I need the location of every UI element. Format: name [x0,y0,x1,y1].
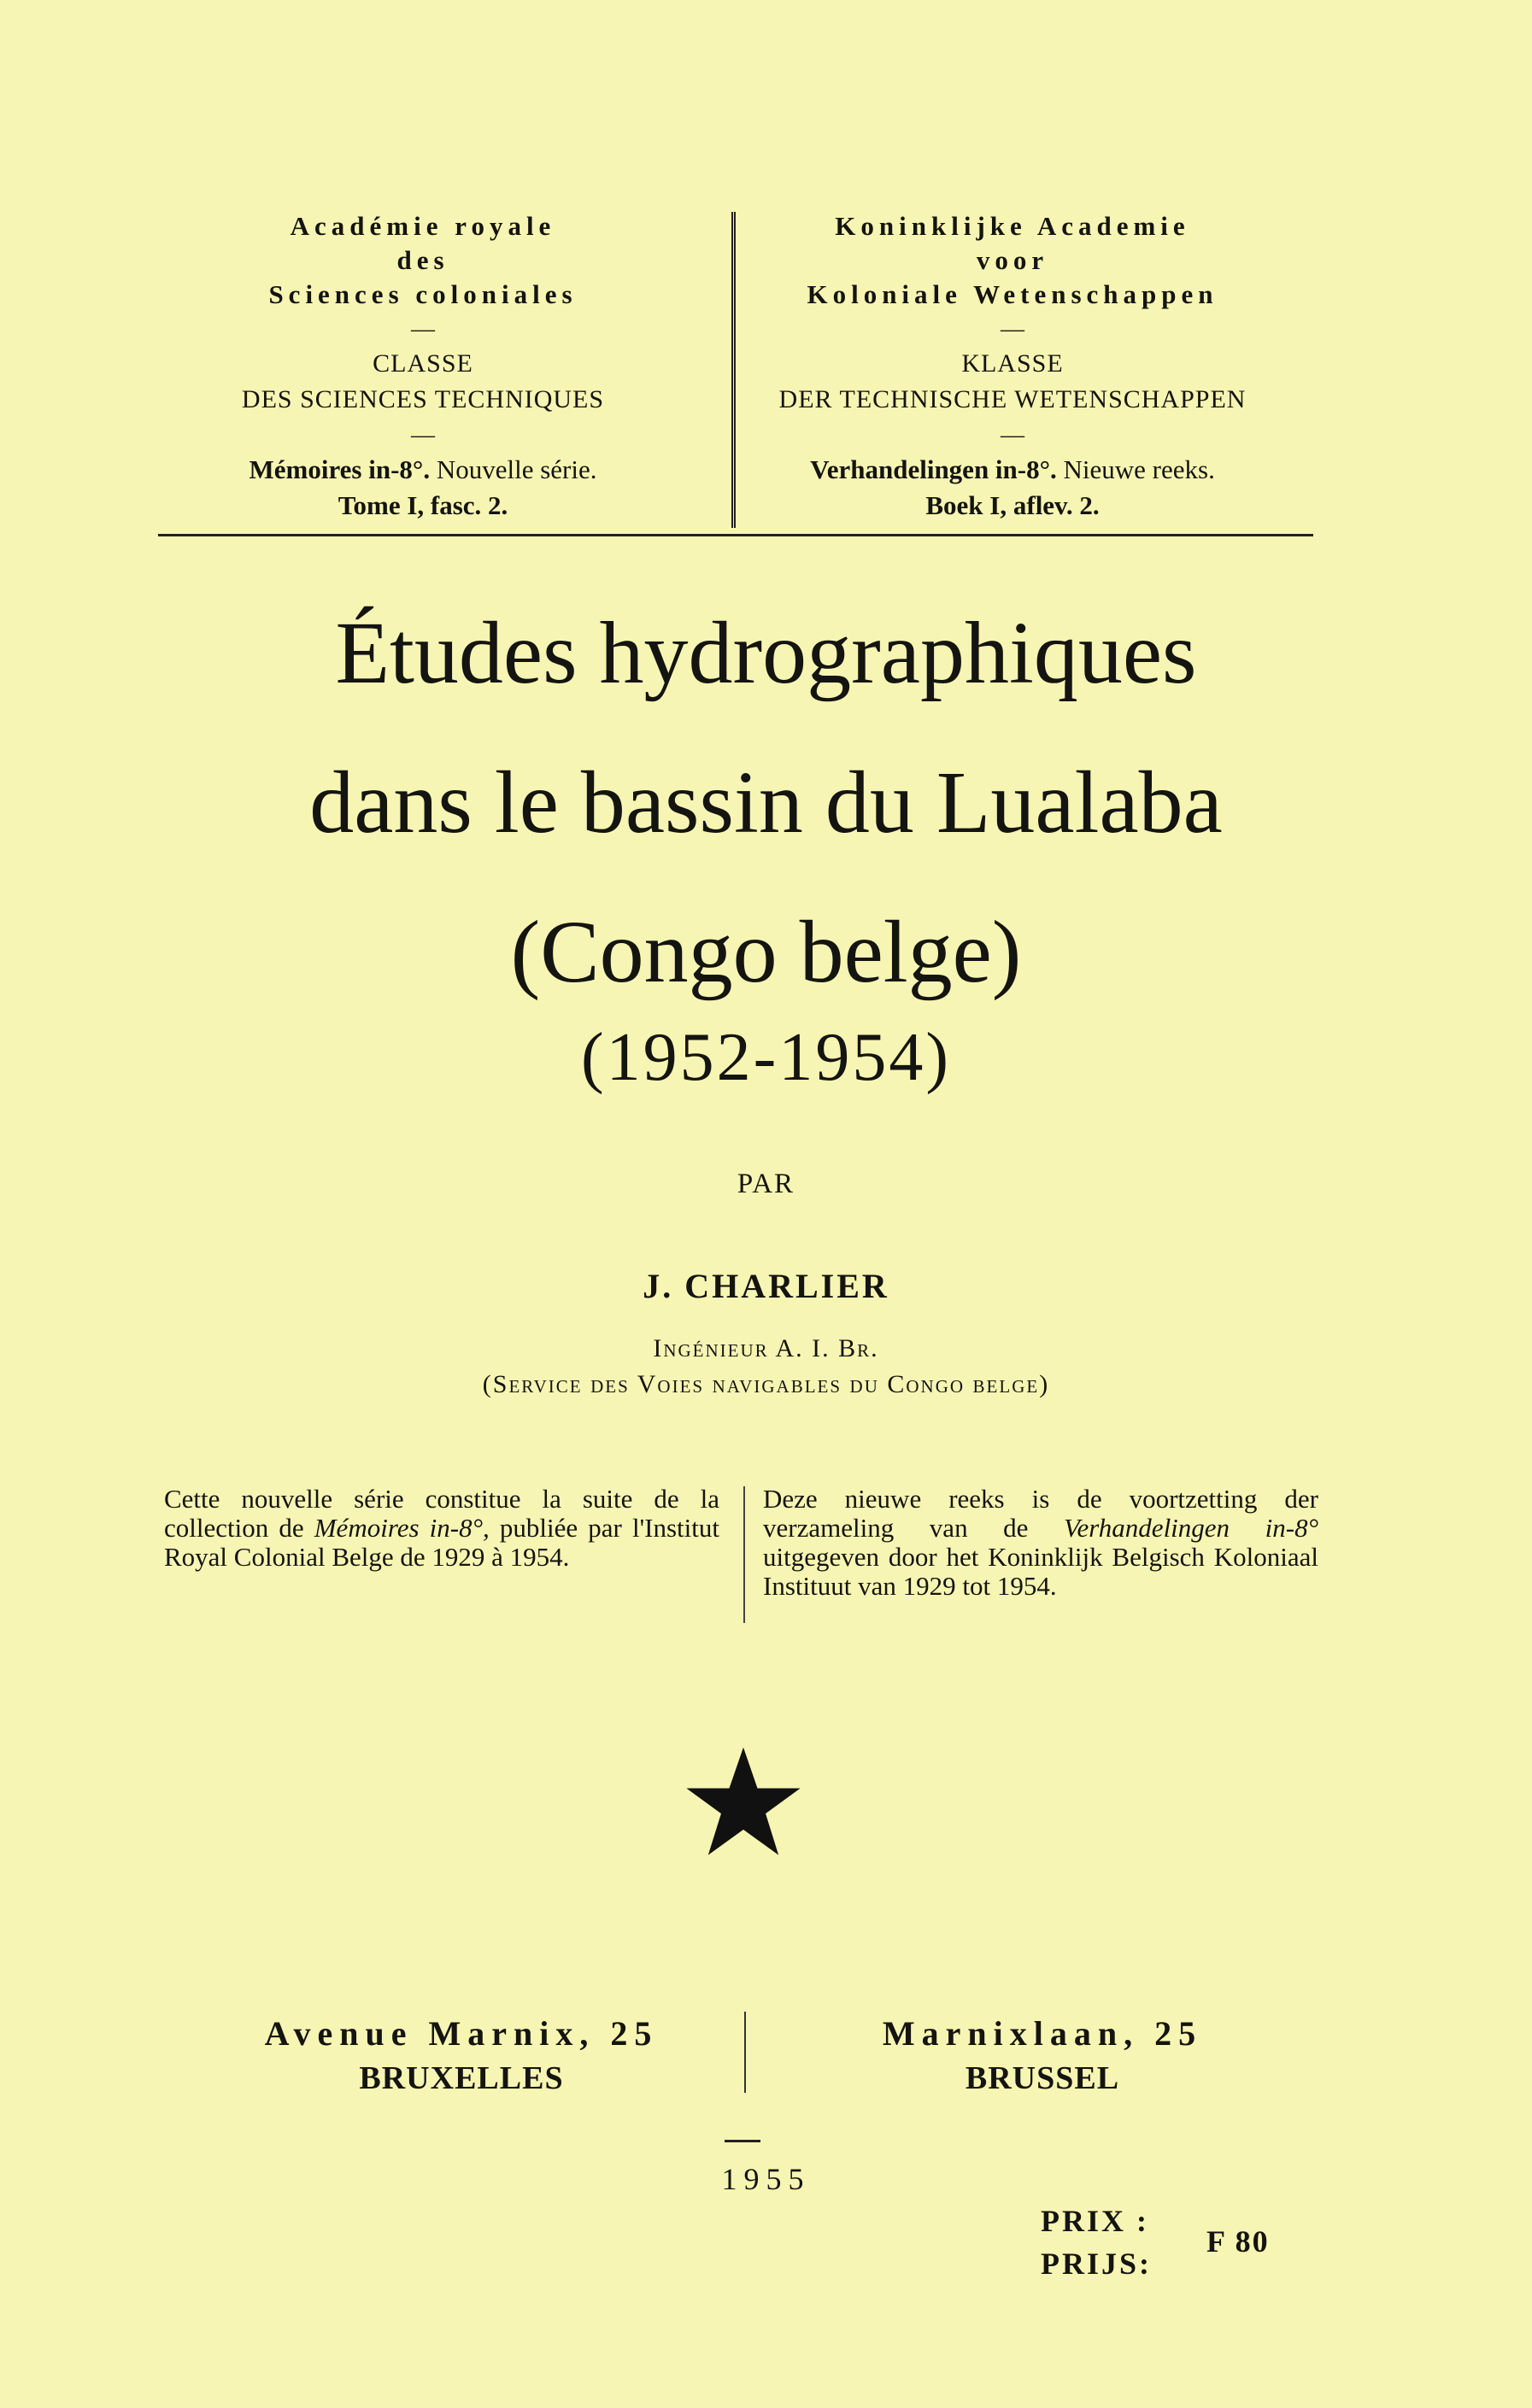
author-title: Ingénieur A. I. Br. [653,1334,879,1362]
header-left [150,209,696,524]
academy-name-line2: voor [976,245,1049,275]
class-line1: KLASSE [961,349,1064,378]
series-bold: Mémoires in-8°. [249,454,431,484]
publication-year: 1955 [721,2162,811,2196]
academy-name-line1: Académie royale [290,211,556,241]
series-rest: Nouvelle série. [430,454,597,484]
note-divider [743,1486,745,1623]
address-divider [744,2012,746,2093]
header-dash: — [411,316,435,343]
price-label-nl: PRIJS: [1041,2247,1153,2281]
header-dash: — [1001,422,1024,448]
class-line2: DER TECHNISCHE WETENSCHAPPEN [778,385,1247,413]
address-city: BRUSSEL [965,2060,1120,2096]
academy-name-line3: Koloniale Wetenschappen [807,279,1218,309]
author-affiliation: (Service des Voies navigables du Congo belge) [482,1370,1050,1398]
series-rest: Nieuwe reeks. [1056,454,1215,484]
note-text: publiée par l'Institut Royal Colonial Belge de 1929 à 1954. [164,1513,719,1572]
class-line2: DES SCIENCES TECHNIQUES [241,385,605,413]
header-dash: — [1001,316,1024,343]
series-line [150,452,696,488]
note-text: Cette nouvelle série constitue la suite de la collection de [164,1484,719,1543]
academy-name-line1: Koninklijke Academie [835,211,1190,241]
address-dutch [778,2012,1307,2100]
title-line1: Études hydrographiques [335,604,1197,702]
header-divider [731,212,736,528]
volume-line: Tome I, fasc. 2. [338,490,508,520]
header-rule [158,534,1313,536]
series-bold: Verhandelingen in-8°. [810,454,1057,484]
author-name: J. CHARLIER [643,1267,889,1305]
header-dash: — [411,422,435,448]
note-text: uitgegeven door het Koninklijk Belgisch Koloniaal Instituut van 1929 tot 1954. [763,1542,1318,1601]
address-street: Marnixlaan, 25 [882,2014,1203,2053]
title-line2: dans le bassin du Lualaba [309,753,1223,852]
note-italic: Mémoires in-8°, [314,1513,490,1543]
address-french [197,2012,726,2100]
title-line3: (Congo belge) [510,903,1022,1001]
note-italic: Verhandelingen in-8° [1064,1513,1318,1543]
class-line1: CLASSE [373,349,473,378]
par-label: PAR [737,1169,795,1199]
header-right [739,209,1286,524]
price-value: F 80 [1206,2224,1270,2259]
address-city: BRUXELLES [359,2060,564,2096]
volume-line: Boek I, aflev. 2. [925,490,1100,520]
academy-name-line3: Sciences coloniales [268,279,578,309]
address-street: Avenue Marnix, 25 [264,2014,659,2053]
note-french [164,1485,719,1572]
price-labels [1041,2200,1152,2285]
price-label-fr: PRIX : [1041,2204,1149,2238]
year-dash [725,2140,760,2142]
academy-name-line2: des [396,245,449,275]
title-dates: (1952-1954) [581,1020,951,1095]
star-icon [684,1743,803,1862]
series-line [739,452,1286,488]
note-text: Deze nieuwe reeks is de voortzetting der verzameling van de [763,1484,1318,1543]
note-dutch [763,1485,1318,1601]
